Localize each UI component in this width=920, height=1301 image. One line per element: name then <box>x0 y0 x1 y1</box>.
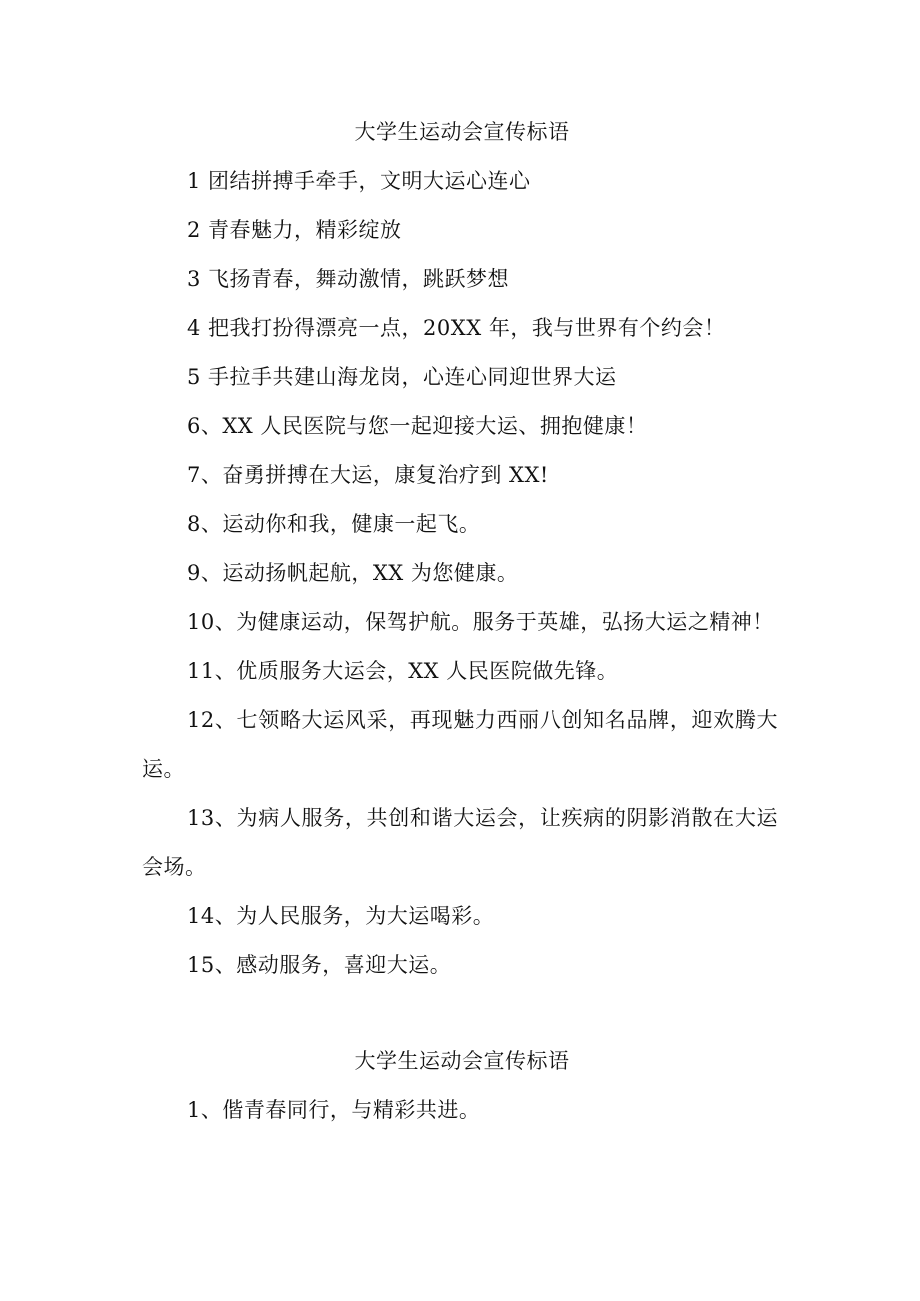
slogan-item: 5 手拉手共建山海龙岗，心连心同迎世界大运 <box>187 365 617 389</box>
slogan-item: 11、优质服务大运会，XX 人民医院做先锋。 <box>187 659 619 683</box>
slogan-item: 3 飞扬青春，舞动激情，跳跃梦想 <box>187 267 510 291</box>
section-1-slogan-list <box>142 157 778 990</box>
slogan-item: 1、偕青春同行，与精彩共进。 <box>187 1098 481 1122</box>
slogan-item: 9、运动扬帆起航，XX 为您健康。 <box>187 561 519 585</box>
section-1-title: 大学生运动会宣传标语 <box>354 120 570 144</box>
slogan-item: 1 团结拼搏手牵手，文明大运心连心 <box>187 169 531 193</box>
slogan-item: 7、奋勇拼搏在大运，康复治疗到 XX! <box>187 463 549 487</box>
slogan-item: 10、为健康运动，保驾护航。服务于英雄，弘扬大运之精神！ <box>187 610 774 634</box>
slogan-item: 12、七领略大运风采，再现魅力西丽八创知名品牌，迎欢腾大运。 <box>142 708 778 781</box>
slogan-item: 14、为人民服务，为大运喝彩。 <box>187 904 495 928</box>
slogan-item: 2 青春魅力，精彩绽放 <box>187 218 402 242</box>
slogan-item: 6、XX 人民医院与您一起迎接大运、拥抱健康！ <box>187 414 648 438</box>
slogan-item: 8、运动你和我，健康一起飞。 <box>187 512 481 536</box>
section-2-title: 大学生运动会宣传标语 <box>354 1049 570 1073</box>
slogan-item: 15、感动服务，喜迎大运。 <box>187 953 452 977</box>
slogan-item: 13、为病人服务，共创和谐大运会，让疾病的阴影消散在大运会场。 <box>142 806 778 879</box>
section-2-slogan-list <box>142 1086 778 1135</box>
slogan-item: 4 把我打扮得漂亮一点，20XX 年，我与世界有个约会！ <box>187 316 726 340</box>
